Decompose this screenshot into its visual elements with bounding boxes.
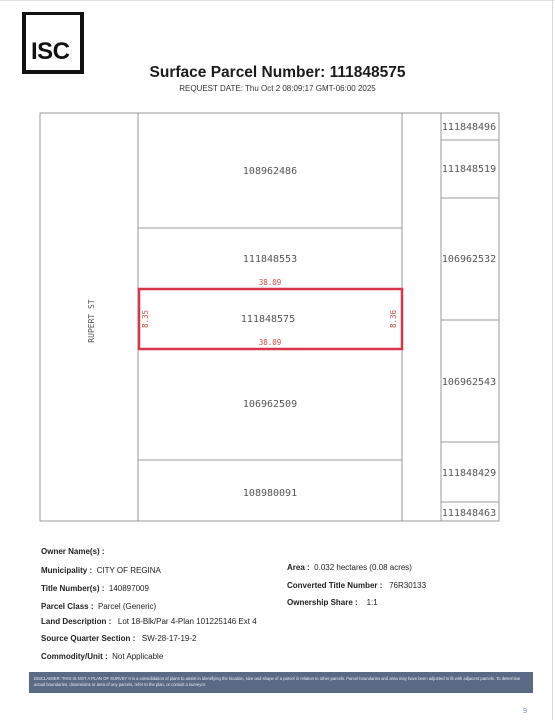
parcel-class-value: Parcel (Generic): [97, 602, 157, 611]
parcel-label-r6: 111848463: [441, 508, 497, 519]
street-label: RUPERT ST: [87, 299, 96, 343]
parcel-label-r1: 111848496: [441, 122, 497, 133]
title-number-label: Title Number(s) :: [41, 584, 105, 593]
commodity-field: [41, 652, 163, 661]
parcel-label-r5: 111848429: [441, 468, 497, 479]
title-number-field: [41, 584, 149, 593]
logo-text: ISC: [31, 38, 70, 65]
source-quarter-field: [41, 634, 196, 643]
source-quarter-value: SW-28-17-19-2: [141, 634, 197, 643]
converted-title-field: [287, 581, 426, 590]
parcel-label-r3: 106962532: [441, 254, 497, 265]
commodity-value: Not Applicable: [112, 652, 164, 661]
dimension-top: 38.09: [258, 278, 282, 287]
parcel-label-bottom: 108980091: [242, 488, 298, 499]
page-title: Surface Parcel Number: 111848575: [149, 64, 406, 81]
converted-title-label: Converted Title Number :: [287, 581, 383, 590]
request-date: REQUEST DATE: Thu Oct 2 08:09:17 GMT-06:00 2025: [179, 84, 376, 93]
land-description-field: [41, 617, 257, 626]
dimension-bottom: 38.09: [258, 338, 282, 347]
title-number-value: 140897009: [108, 584, 149, 593]
parcel-class-field: [41, 602, 156, 611]
page-number: 9: [523, 708, 527, 715]
commodity-label: Commodity/Unit :: [41, 652, 108, 661]
dimension-right: 8.36: [389, 309, 398, 329]
land-description-value: Lot 18-Blk/Par 4-Plan 101225146 Ext 4: [117, 617, 257, 626]
owner-label: Owner Name(s) :: [41, 547, 105, 556]
ownership-share-value: 1:1: [366, 598, 378, 607]
area-label: Area :: [287, 563, 310, 572]
parcel-label-top-left: 108962486: [242, 166, 298, 177]
dimension-left: 8.35: [141, 309, 150, 329]
parcel-label-lower-mid: 106962509: [242, 399, 298, 410]
parcel-label-r2: 111848519: [441, 164, 497, 175]
ownership-share-label: Ownership Share :: [287, 598, 358, 607]
owner-field: [41, 547, 105, 556]
area-field: [287, 563, 412, 572]
parcel-label-subject: 111848575: [240, 314, 296, 325]
parcel-class-label: Parcel Class :: [41, 602, 94, 611]
parcel-label-r4: 106962543: [441, 377, 497, 388]
area-value: 0.032 hectares (0.08 acres): [314, 563, 412, 572]
municipality-field: [41, 566, 161, 575]
ownership-share-field: [287, 598, 378, 607]
disclaimer-banner: DISCLAIMER: THIS IS NOT A PLAN OF SURVEY It is a consolidation of plans to assist in identifying the location, size and shape of a parcel in relation to other parcels. Parcel boundaries and area may have been adjusted to fit with adjacent parcels. To determine actual boundaries, dimensions or area of any parcels, refer to the plan, or consult a surveyor.: [29, 672, 533, 693]
source-quarter-label: Source Quarter Section :: [41, 634, 136, 643]
converted-title-value: 76R30133: [389, 581, 427, 590]
parcel-label-upper-mid: 111848553: [242, 254, 298, 265]
municipality-label: Municipality :: [41, 566, 93, 575]
land-description-label: Land Description :: [41, 617, 112, 626]
municipality-value: CITY OF REGINA: [96, 566, 161, 575]
